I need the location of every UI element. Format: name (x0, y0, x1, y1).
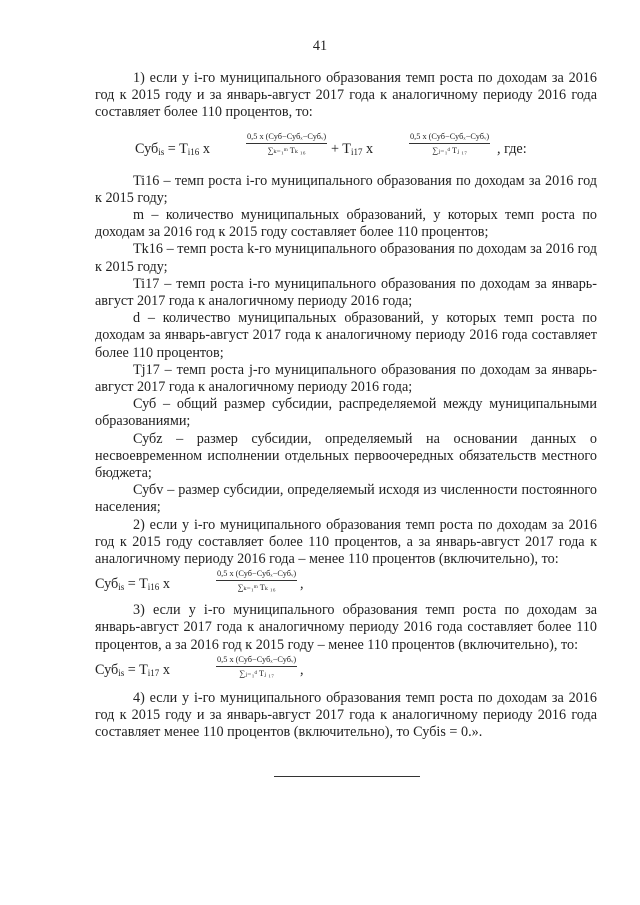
formula-3-fraction: 0,5 x (Суб−Субₓ−Субᵥ) ∑ⱼ₌₁ᵈ Tⱼ ₁₇ (217, 654, 297, 678)
paragraph-case-1: 1) если у i-го муниципального образования темп роста по доходам за 2016 год к 2015 году и за январь-август 2017 года к аналогичному периоду 2016 года составляет более 110 процентов, то: (95, 70, 597, 121)
paragraph-case-2: 2) если у i-го муниципального образования темп роста по доходам за 2016 год к 2015 году составляет более 110 процентов, а за январь-август 2017 года к аналогичному периоду 2016 года – менее 110 процентов (включительно), то: (95, 516, 597, 568)
definition-ti17: Ti17 – темп роста i-го муниципального образования по доходам за январь-август 2017 года к аналогичному периоду 2016 года; (95, 275, 597, 310)
end-divider (274, 776, 420, 777)
formula-1-fraction-1: 0,5 x (Суб−Субₓ−Субᵥ) ∑ₖ₌₁ᵐ Tₖ ₁₆ (247, 131, 327, 155)
formula-3-end: , (300, 661, 304, 678)
page-number: 41 (312, 38, 328, 54)
definition-sub: Суб – общий размер субсидии, распределяемой между муниципальными образованиями; (95, 396, 597, 430)
formula-1 (95, 131, 597, 167)
definition-ti16: Ti16 – темп роста i-го муниципального образования по доходам за 2016 год к 2015 году; (95, 172, 597, 206)
formula-2-lhs: $Суб_{is} = T_{i16}$ x (95, 576, 170, 593)
formula-1-where: , где: (497, 140, 527, 157)
formula-1-fraction-2: 0,5 x (Суб−Субₓ−Субᵥ) ∑ⱼ₌₁ᵈ Tⱼ ₁₇ (410, 131, 490, 155)
definition-subz: Субz – размер субсидии, определяемый на основании данных о несвоевременном исполнении отдельных первоочередных обязательств местного бюджета; (95, 430, 597, 482)
formula-2-fraction: 0,5 x (Суб−Субₓ−Субᵥ) ∑ₖ₌₁ᵐ Tₖ ₁₆ (217, 569, 297, 593)
formula-3 (95, 654, 597, 684)
definition-subv: Субv – размер субсидии, определяемый исходя из численности постоянного населения; (95, 482, 597, 516)
definition-m: m – количество муниципальных образований, у которых темп роста по доходам за 2016 год к 2015 году составляет более 110 процентов; (95, 207, 597, 241)
formula-1-lhs: $Суб_{is} = T_{i16}$ x (135, 140, 210, 157)
paragraph-case-4: 4) если у i-го муниципального образования темп роста по доходам за 2016 год к 2015 году и за январь-август 2017 года к аналогичному периоду 2016 года составляет менее 110 процентов (включительно), то Субis = 0.». (95, 689, 597, 741)
paragraph-case-3: 3) если у i-го муниципального образования темп роста по доходам за январь-август 2017 года к аналогичному периоду 2016 года составляет более 110 процентов, а за 2016 год к 2015 году – менее 110 процентов (включительно), то: (95, 602, 597, 653)
definition-tk16: Tk16 – темп роста k-го муниципального образования по доходам за 2016 год к 2015 году; (95, 241, 597, 275)
formula-2-end: , (300, 576, 304, 593)
definition-d: d – количество муниципальных образований, у которых темп роста по доходам за январь-август 2017 года к аналогичному периоду 2016 года составляет более 110 процентов; (95, 310, 597, 361)
definition-tj17: Tj17 – темп роста j-го муниципального образования по доходам за январь-август 2017 года к аналогичному периоду 2016 года; (95, 361, 597, 396)
formula-2 (95, 568, 597, 598)
document-body (95, 70, 597, 742)
formula-1-middle: + $T_{i17}$ x (331, 140, 374, 157)
formula-3-lhs: $Суб_{is} = T_{i17}$ x (95, 661, 170, 678)
